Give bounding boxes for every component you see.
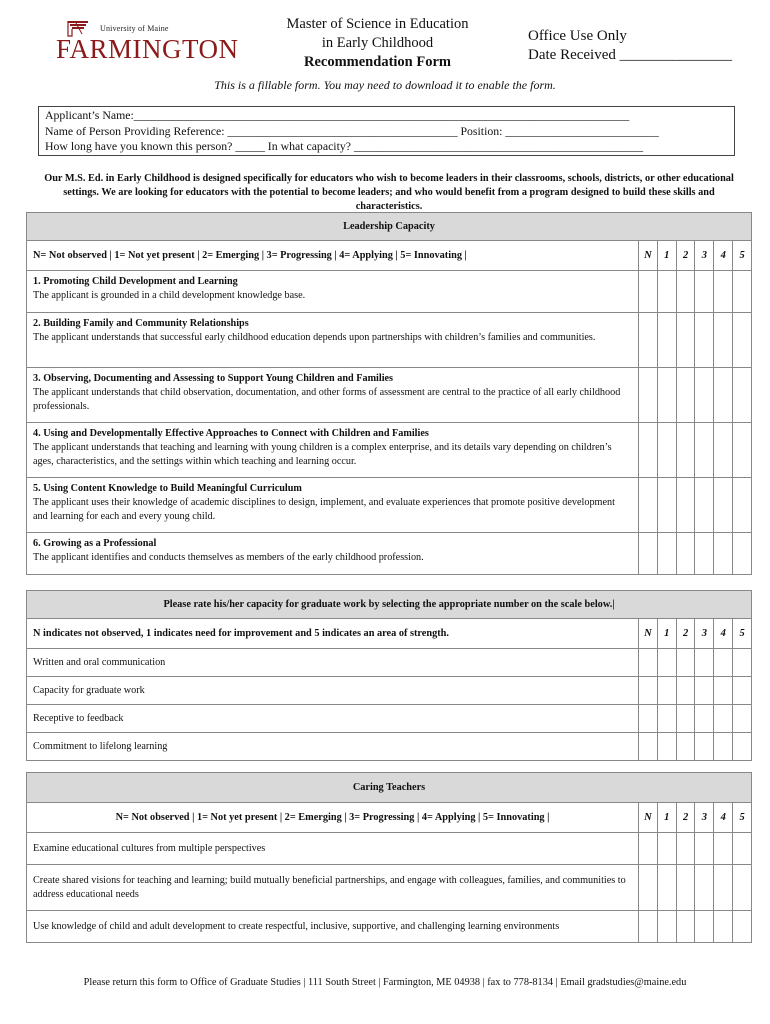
rating-cell[interactable] — [733, 313, 752, 368]
rating-cell[interactable] — [639, 865, 658, 911]
table-row — [27, 478, 752, 533]
table-row — [27, 865, 752, 911]
rating-cell[interactable] — [657, 833, 676, 865]
rating-col-n: N — [639, 803, 658, 833]
rating-cell[interactable] — [657, 733, 676, 761]
rating-cell[interactable] — [657, 911, 676, 943]
rating-cell[interactable] — [733, 271, 752, 313]
item-title: 4. Using and Developmentally Effective Approaches to Connect with Children and Families — [33, 428, 429, 439]
item-description: Create shared visions for teaching and learning; build mutually beneficial partnerships, and engage with colleagues, families, and communities to address educational needs — [27, 865, 639, 911]
rating-col-3: 3 — [695, 619, 714, 649]
rating-col-3: 3 — [695, 241, 714, 271]
item-description: Receptive to feedback — [27, 705, 639, 733]
rating-cell[interactable] — [695, 705, 714, 733]
rating-col-1: 1 — [657, 241, 676, 271]
leadership-table — [26, 212, 752, 575]
rating-col-2: 2 — [676, 619, 695, 649]
item-title: 2. Building Family and Community Relationships — [33, 318, 249, 329]
rating-cell[interactable] — [695, 911, 714, 943]
rating-cell[interactable] — [676, 833, 695, 865]
rating-cell[interactable] — [676, 478, 695, 533]
title-line-2: in Early Childhood — [321, 35, 434, 51]
scale-legend: N= Not observed | 1= Not yet present | 2= Emerging | 3= Progressing | 4= Applying | 5= Innovating | — [27, 241, 639, 271]
rating-cell[interactable] — [733, 478, 752, 533]
rating-cell[interactable] — [657, 423, 676, 478]
rating-cell[interactable] — [733, 368, 752, 423]
office-use-label: Office Use Only — [528, 28, 627, 44]
rating-cell[interactable] — [695, 677, 714, 705]
rating-cell[interactable] — [657, 533, 676, 575]
rating-cell[interactable] — [639, 271, 658, 313]
rating-cell[interactable] — [657, 368, 676, 423]
table-row — [27, 313, 752, 368]
item-title: 3. Observing, Documenting and Assessing to Support Young Children and Families — [33, 373, 394, 384]
item-title: 6. Growing as a Professional — [33, 538, 157, 549]
rating-col-4: 4 — [714, 241, 733, 271]
logo-university: University of Maine — [100, 24, 169, 33]
rating-cell[interactable] — [695, 833, 714, 865]
rating-cell[interactable] — [733, 705, 752, 733]
title-line-1: Master of Science in Education — [286, 16, 469, 32]
rating-cell[interactable] — [733, 423, 752, 478]
rating-cell[interactable] — [676, 865, 695, 911]
rating-cell[interactable] — [714, 833, 733, 865]
rating-cell[interactable] — [714, 911, 733, 943]
item-title: 5. Using Content Knowledge to Build Meaningful Curriculum — [33, 483, 302, 494]
rating-cell[interactable] — [676, 705, 695, 733]
rating-cell[interactable] — [695, 478, 714, 533]
rating-cell[interactable] — [676, 911, 695, 943]
reference-name-field[interactable]: Name of Person Providing Reference: _______________________________________ Position: __________________________ — [45, 123, 659, 138]
rating-cell[interactable] — [714, 368, 733, 423]
section-title: Caring Teachers — [27, 773, 752, 803]
item-description: The applicant understands that child observation, documentation, and other forms of assessment are central to the practice of all early childhood professionals. — [33, 387, 621, 412]
table-row — [27, 423, 752, 478]
rating-cell[interactable] — [733, 733, 752, 761]
rating-cell[interactable] — [676, 368, 695, 423]
office-use-block — [528, 27, 732, 65]
rating-cell[interactable] — [733, 833, 752, 865]
item-description: Examine educational cultures from multiple perspectives — [27, 833, 639, 865]
title-line-3: Recommendation Form — [304, 54, 451, 70]
rating-cell[interactable] — [657, 705, 676, 733]
graduate-capacity-table — [26, 590, 752, 761]
item-description: The applicant understands that teaching and learning with young children is a complex enterprise, and its details vary depending on children’s ages, characteristics, and the settings within which teaching and learning occur. — [33, 442, 612, 467]
rating-cell[interactable] — [695, 368, 714, 423]
rating-cell[interactable] — [639, 478, 658, 533]
rating-cell[interactable] — [657, 478, 676, 533]
rating-cell[interactable] — [639, 423, 658, 478]
caring-teachers-table — [26, 772, 752, 943]
item-description: The applicant understands that successful early childhood education depends upon partnerships with children’s families and communities. — [33, 332, 596, 343]
section-title: Leadership Capacity — [27, 213, 752, 241]
table-row — [27, 677, 752, 705]
section-title: Please rate his/her capacity for graduate work by selecting the appropriate number on the scale below.| — [27, 591, 752, 619]
fillable-note: This is a fillable form. You may need to download it to enable the form. — [214, 78, 556, 92]
footer-contact: Please return this form to Office of Graduate Studies | 111 South Street | Farmington, ME 04938 | fax to 778-8134 | Email gradstudies@maine.edu — [83, 977, 687, 988]
rating-cell[interactable] — [695, 649, 714, 677]
rating-cell[interactable] — [714, 733, 733, 761]
scale-legend: N indicates not observed, 1 indicates need for improvement and 5 indicates an area of strength. — [27, 619, 639, 649]
rating-cell[interactable] — [639, 368, 658, 423]
rating-cell[interactable] — [733, 911, 752, 943]
rating-cell[interactable] — [676, 677, 695, 705]
rating-col-5: 5 — [733, 803, 752, 833]
rating-cell[interactable] — [639, 833, 658, 865]
rating-cell[interactable] — [714, 271, 733, 313]
item-description: Use knowledge of child and adult development to create respectful, inclusive, supportive, and challenging learning environments — [27, 911, 639, 943]
rating-cell[interactable] — [657, 313, 676, 368]
rating-cell[interactable] — [695, 533, 714, 575]
rating-col-1: 1 — [657, 803, 676, 833]
rating-cell[interactable] — [714, 423, 733, 478]
item-description: The applicant is grounded in a child development knowledge base. — [33, 290, 306, 301]
item-description: Capacity for graduate work — [27, 677, 639, 705]
scale-legend: N= Not observed | 1= Not yet present | 2= Emerging | 3= Progressing | 4= Applying | 5= Innovating | — [27, 803, 639, 833]
rating-cell[interactable] — [639, 533, 658, 575]
rating-col-n: N — [639, 619, 658, 649]
rating-cell[interactable] — [657, 677, 676, 705]
rating-col-1: 1 — [657, 619, 676, 649]
item-description: Written and oral communication — [27, 649, 639, 677]
table-row — [27, 911, 752, 943]
rating-cell[interactable] — [639, 313, 658, 368]
rating-cell[interactable] — [695, 271, 714, 313]
rating-cell[interactable] — [733, 649, 752, 677]
form-title — [270, 15, 485, 72]
rating-cell[interactable] — [676, 733, 695, 761]
table-row — [27, 705, 752, 733]
rating-cell[interactable] — [714, 865, 733, 911]
rating-col-5: 5 — [733, 241, 752, 271]
rating-cell[interactable] — [639, 733, 658, 761]
rating-cell[interactable] — [695, 313, 714, 368]
table-row — [27, 649, 752, 677]
rating-cell[interactable] — [733, 533, 752, 575]
rating-col-4: 4 — [714, 803, 733, 833]
applicant-info-box — [38, 106, 735, 156]
rating-cell[interactable] — [714, 705, 733, 733]
rating-col-4: 4 — [714, 619, 733, 649]
rating-cell[interactable] — [639, 649, 658, 677]
rating-cell[interactable] — [733, 677, 752, 705]
rating-cell[interactable] — [714, 313, 733, 368]
item-title: 1. Promoting Child Development and Learning — [33, 276, 238, 287]
rating-cell[interactable] — [676, 313, 695, 368]
applicant-name-field[interactable]: Applicant’s Name:____________________________________________________________________________________ — [45, 108, 630, 122]
rating-cell[interactable] — [695, 733, 714, 761]
rating-cell[interactable] — [657, 865, 676, 911]
rating-cell[interactable] — [657, 271, 676, 313]
logo — [56, 20, 239, 70]
rating-cell[interactable] — [676, 423, 695, 478]
table-row — [27, 271, 752, 313]
rating-cell[interactable] — [714, 533, 733, 575]
rating-cell[interactable] — [733, 865, 752, 911]
rating-cell[interactable] — [639, 911, 658, 943]
rating-cell[interactable] — [695, 865, 714, 911]
rating-col-n: N — [639, 241, 658, 271]
rating-cell[interactable] — [695, 423, 714, 478]
rating-col-3: 3 — [695, 803, 714, 833]
item-description: The applicant uses their knowledge of academic disciplines to design, implement, and evaluate experiences that promote positive development and learning for each and every young child. — [33, 497, 615, 522]
rating-cell[interactable] — [676, 271, 695, 313]
table-row — [27, 833, 752, 865]
rating-cell[interactable] — [657, 649, 676, 677]
rating-cell[interactable] — [714, 649, 733, 677]
logo-name: FARMINGTON — [56, 34, 239, 64]
item-description: The applicant identifies and conducts themselves as members of the early childhood profession. — [33, 552, 424, 563]
rating-cell[interactable] — [714, 677, 733, 705]
rating-col-2: 2 — [676, 241, 695, 271]
date-received-field[interactable]: Date Received _______________ — [528, 47, 733, 63]
table-row — [27, 533, 752, 575]
table-row — [27, 368, 752, 423]
table-row — [27, 733, 752, 761]
item-description: Commitment to lifelong learning — [27, 733, 639, 761]
rating-cell[interactable] — [714, 478, 733, 533]
intro-paragraph: Our M.S. Ed. in Early Childhood is designed specifically for educators who wish to become leaders in their classrooms, schools, districts, or other educational settings. We are looking for educators with the potential to become leaders; and who would benefit from a program designed to build these skills and characteristics. — [44, 173, 734, 212]
rating-cell[interactable] — [676, 533, 695, 575]
known-duration-field[interactable]: How long have you known this person? _____ In what capacity? _________________________________________________ — [45, 139, 643, 153]
rating-cell[interactable] — [639, 677, 658, 705]
rating-col-2: 2 — [676, 803, 695, 833]
rating-col-5: 5 — [733, 619, 752, 649]
rating-cell[interactable] — [676, 649, 695, 677]
rating-cell[interactable] — [639, 705, 658, 733]
